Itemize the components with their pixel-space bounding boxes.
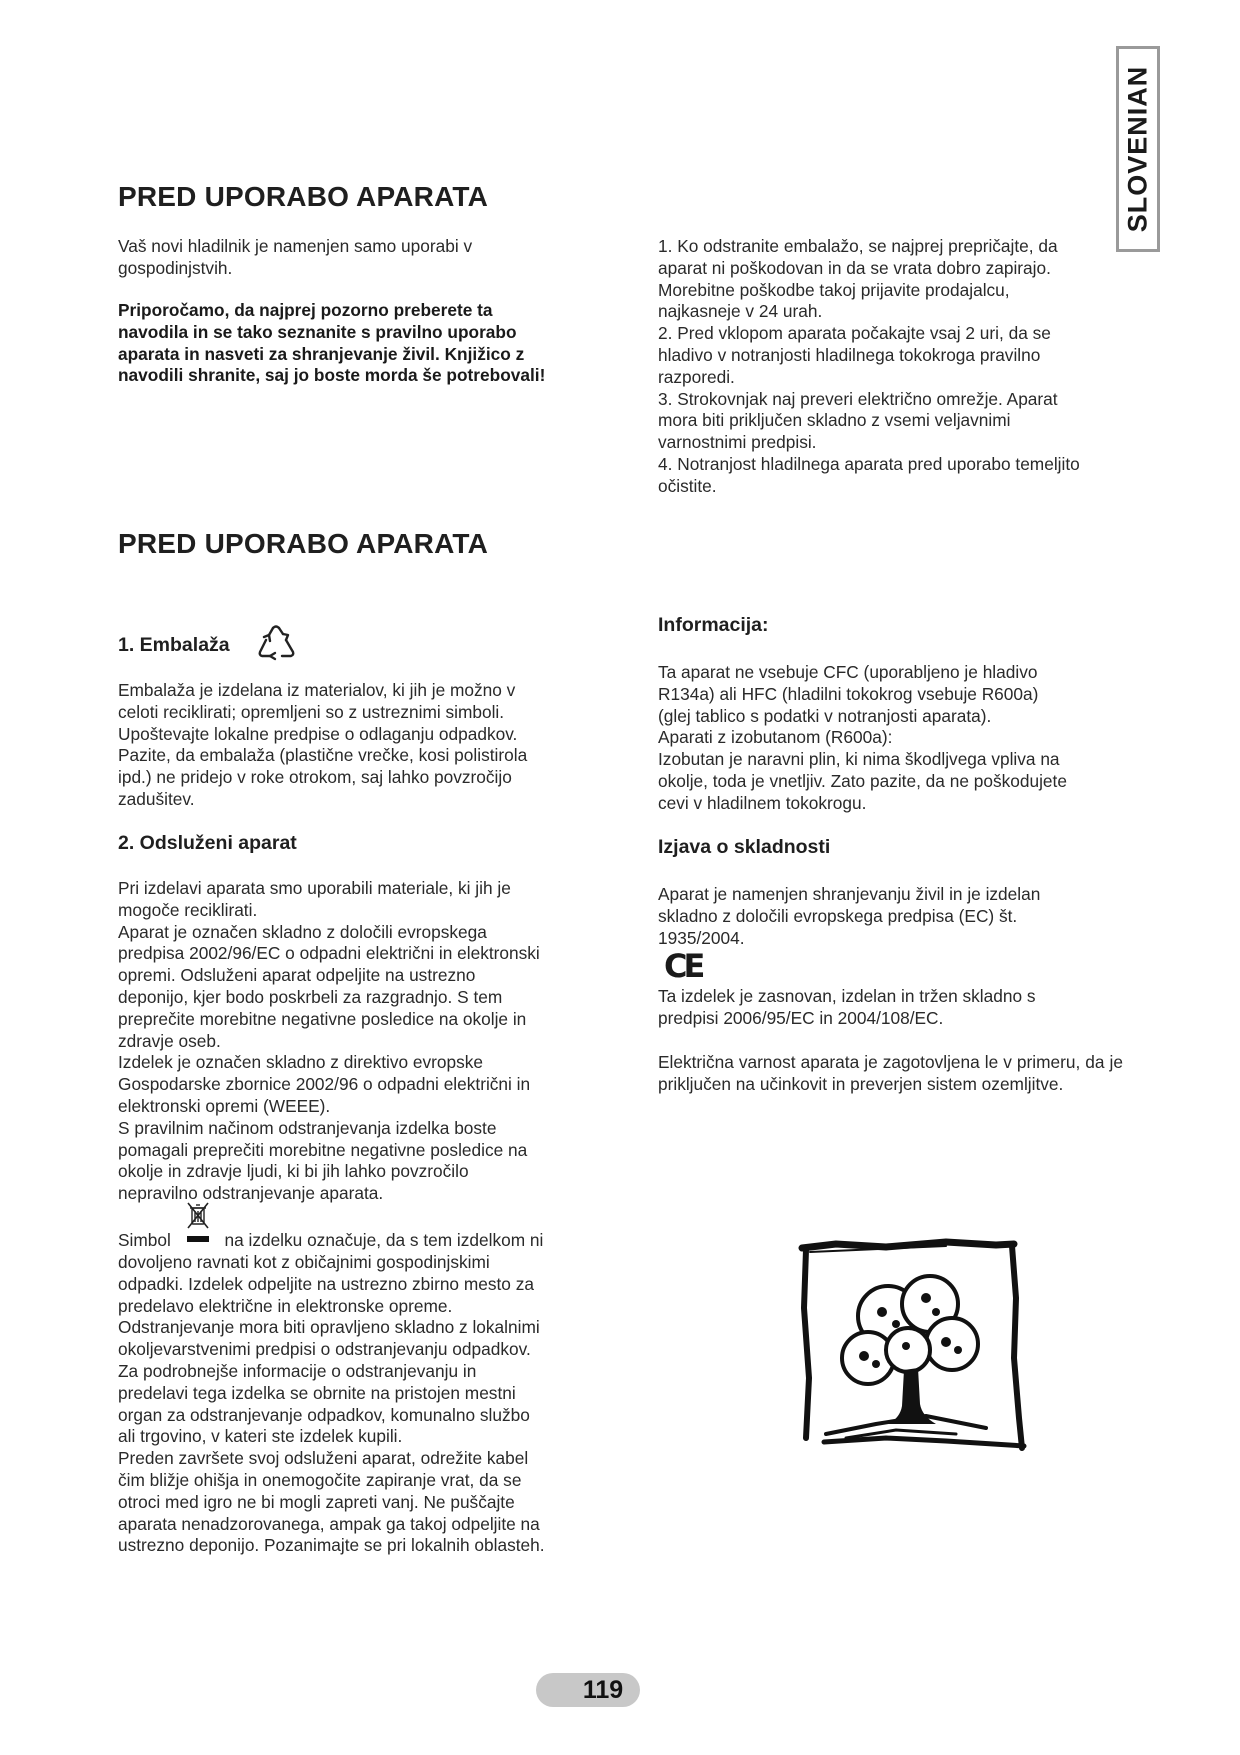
symbol-line: [118, 1230, 543, 1252]
recycle-icon: [256, 622, 298, 662]
info-heading: Informacija:: [658, 614, 769, 636]
section1-intro: Vaš novi hladilnik je namenjen samo uporabi v gospodinjstvih.: [118, 236, 473, 278]
section1-bold-note: Priporočamo, da najprej pozorno preberete ta navodila in se tako seznanite s pravilno uporabo aparata in nasveti za shranjevanje živil. Knjižico z navodili shranite, saj jo boste morda še potrebovali!: [118, 300, 546, 386]
conformity-heading: Izjava o skladnosti: [658, 836, 831, 858]
section2-title: PRED UPORABO APARATA: [118, 528, 489, 559]
packaging-text: Embalaža je izdelana iz materialov, ki jih je možno v celoti reciklirati; opremljeni so z ustreznimi simboli. Upoštevajte lokalne predpise o odlaganju odpadkov. Pazite, da embalaža (plastične vrečke, kosi polistirola ipd.) ne pridejo v roke otrokom, saj lahko povzročijo zadušitev.: [118, 680, 528, 809]
electrical-safety-text: Električna varnost aparata je zagotovljena le v primeru, da je priključen na učinkovit in preverjen sistem ozemljitve.: [658, 1052, 1123, 1094]
page-number: 119: [536, 1673, 640, 1707]
ce-mark: CE: [664, 947, 702, 985]
symbol-suffix: na izdelku označuje, da s tem izdelkom ni: [224, 1230, 544, 1250]
disposal-text-2: dovoljeno ravnati kot z običajnimi gospodinjskimi odpadki. Izdelek odpeljite na ustrezno zbirno mesto za predelavo električne in elektronske opreme. Odstranjevanje mora biti opravljeno skladno z lokalnimi okoljevarstvenimi predpisi o odstranjevanju odpadkov. Za podrobnejše informacije o odstranjevanju in predelavi tega izdelka se obrnite na pristojen mestni organ za odstranjevanje odpadkov, komunalno službo ali trgovino, v kateri ste izdelek kupili. Preden završete svoj odsluženi aparat, odrežite kabel čim bližje ohišja in onemogočite zapiranje vrat, da se otroci med igro ne bi mogli zapreti vanj. Ne puščajte aparata nenadzorovanega, ampak ga takoj odpeljite na ustrezno deponijo. Pozanimajte se pri lokalnih oblasteh.: [118, 1252, 545, 1556]
conformity-text: Aparat je namenjen shranjevanju živil in je izdelan skladno z določili evropskega predpisa (EC) št. 1935/2004.: [658, 884, 1041, 948]
environment-tree-image: [796, 1238, 1030, 1452]
packaging-heading: 1. Embalaža: [118, 634, 230, 656]
crossed-bin-icon: [184, 1200, 212, 1246]
conformity-text-2: Ta izdelek je zasnovan, izdelan in tržen skladno s predpisi 2006/95/EC in 2004/108/EC.: [658, 986, 1036, 1028]
symbol-label: Simbol: [118, 1230, 171, 1250]
section1-title: PRED UPORABO APARATA: [118, 181, 489, 212]
info-text: Ta aparat ne vsebuje CFC (uporabljeno je hladivo R134a) ali HFC (hladilni tokokrog vsebuje R600a) (glej tablico s podatki v notranjosti aparata). Aparati z izobutanom (R600a): Izobutan je naravni plin, ki nima škodljvega vpliva na okolje, toda je vnetljiv. Zato pazite, da ne poškodujete cevi v hladilnem tokokrogu.: [658, 662, 1067, 813]
language-tab-label: SLOVENIAN: [1122, 65, 1153, 233]
disposal-heading: 2. Odsluženi aparat: [118, 832, 297, 854]
disposal-text: Pri izdelavi aparata smo uporabili materiale, ki jih je mogoče reciklirati. Aparat je označen skladno z določili evropskega predpisa 2002/96/EC o odpadni električni in elektronski opremi. Odsluženi aparat odpeljite na ustrezno deponijo, kjer bodo poskrbeli za razgradnjo. S tem preprečite morebitne negativne posledice na okolje in zdravje oseb. Izdelek je označen skladno z direktivo evropske Gospodarske zbornice 2002/96 o odpadni električni in elektronski opremi (WEEE). S pravilnim načinom odstranjevanja izdelka boste pomagali preprečiti morebitne negativne posledice na okolje in zdravje ljudi, ki bi jih lahko povzročilo nepravilno odstranjevanje aparata.: [118, 878, 540, 1204]
language-tab: [1116, 46, 1160, 252]
section1-steps: 1. Ko odstranite embalažo, se najprej prepričajte, da aparat ni poškodovan in da se vrata dobro zapirajo. Morebitne poškodbe takoj prijavite prodajalcu, najkasneje v 24 urah. 2. Pred vklopom aparata počakajte vsaj 2 uri, da se hladivo v notranjosti hladilnega tokokroga pravilno razporedi. 3. Strokovnjak naj preveri električno omrežje. Aparat mora biti priključen skladno z vsemi veljavnimi varnostnimi predpisi. 4. Notranjost hladilnega aparata pred uporabo temeljito očistite.: [658, 236, 1080, 496]
